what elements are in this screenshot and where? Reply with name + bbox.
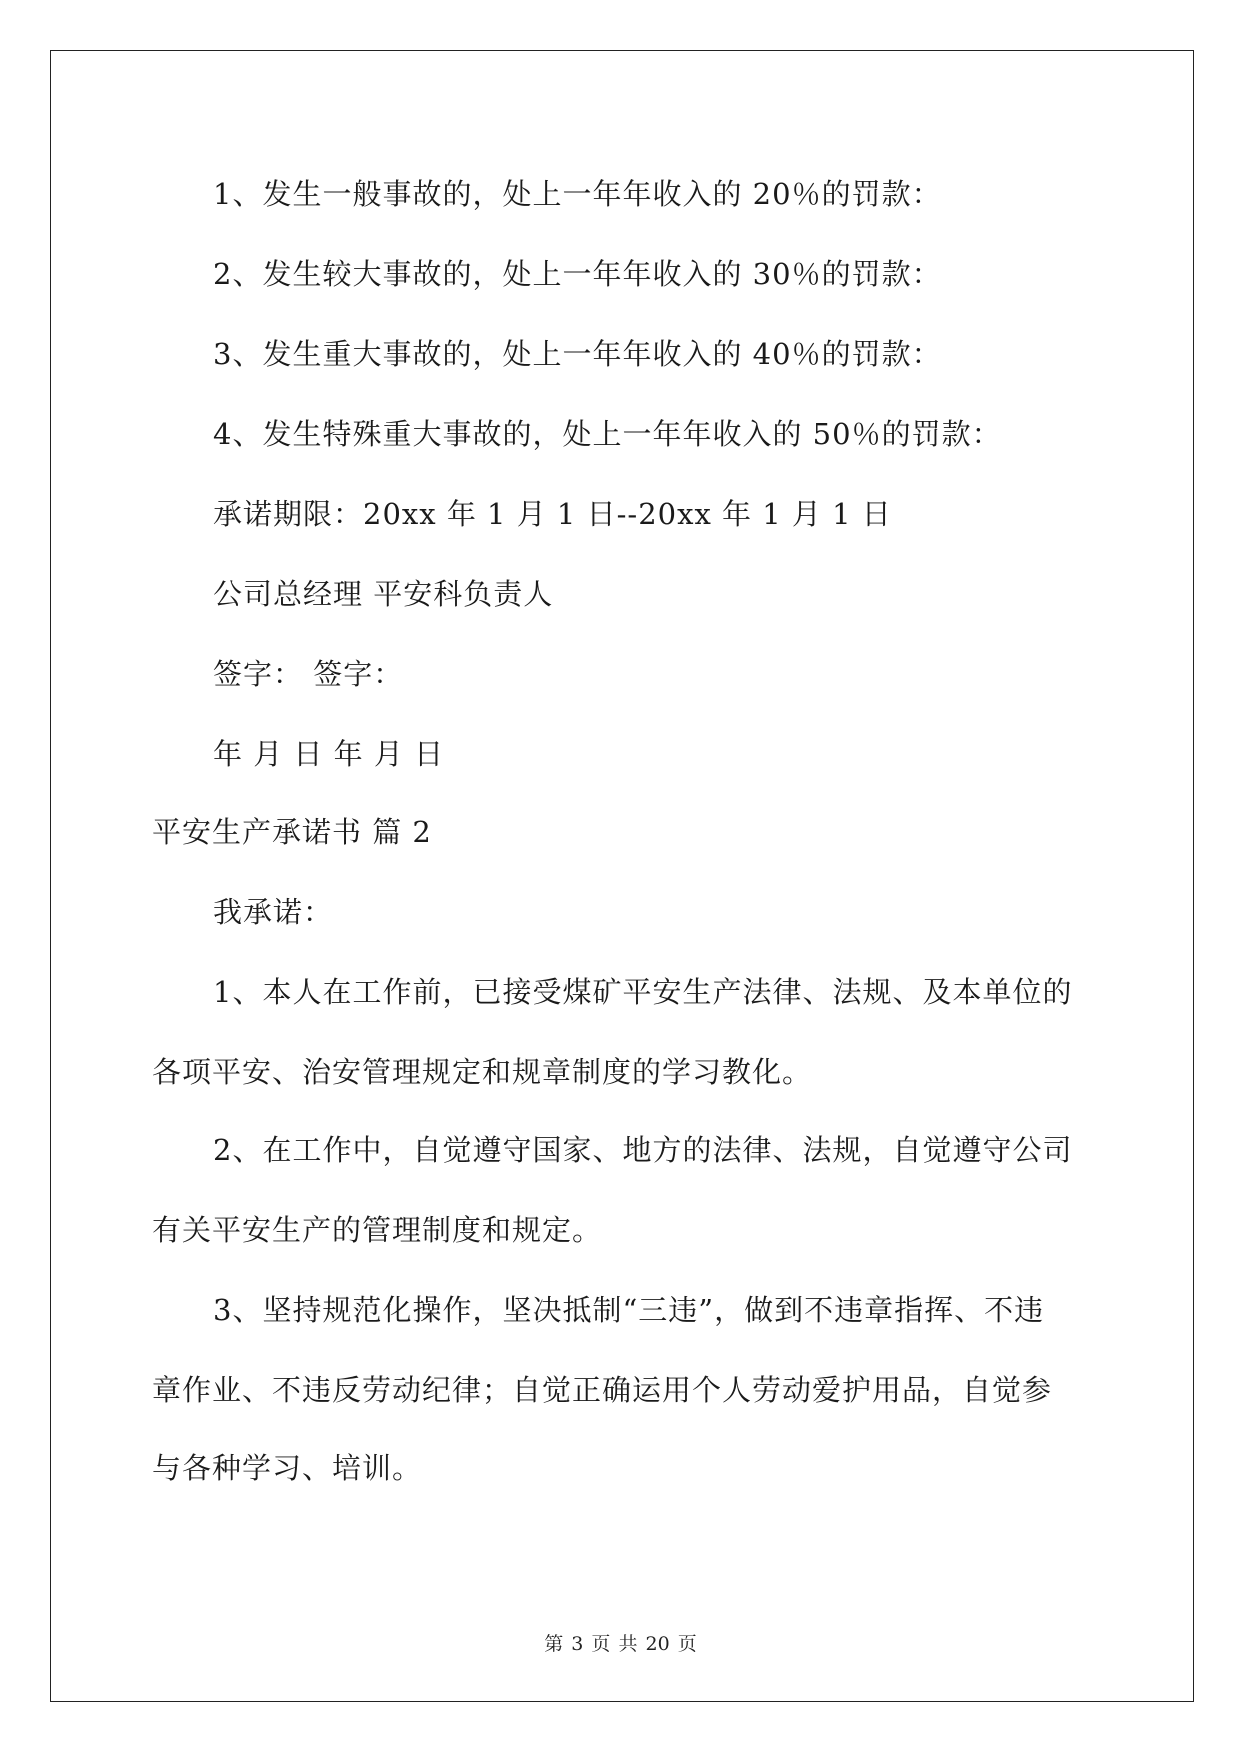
penalty-item-4: 4、发生特殊重大事故的，处上一年年收入的 50％的罚款：	[213, 417, 1002, 451]
penalty-item-1: 1、发生一般事故的，处上一年年收入的 20％的罚款：	[213, 177, 942, 211]
signatory-titles: 公司总经理 平安科负责人	[213, 577, 554, 611]
signature-labels: 签字： 签字：	[213, 657, 404, 691]
date-labels: 年 月 日 年 月 日	[213, 737, 445, 771]
penalty-item-2: 2、发生较大事故的，处上一年年收入的 30％的罚款：	[213, 257, 942, 291]
pledge-item-2-line-2: 有关平安生产的管理制度和规定。	[152, 1213, 603, 1247]
pledge-item-1-line-2: 各项平安、治安管理规定和规章制度的学习教化。	[152, 1055, 813, 1089]
pledge-intro: 我承诺：	[213, 895, 334, 929]
pledge-item-1-line-1: 1、本人在工作前，已接受煤矿平安生产法律、法规、及本单位的	[213, 975, 1073, 1009]
penalty-item-3: 3、发生重大事故的，处上一年年收入的 40％的罚款：	[213, 337, 942, 371]
section-heading: 平安生产承诺书 篇 2	[152, 815, 432, 849]
commitment-period: 承诺期限：20xx 年 1 月 1 日--20xx 年 1 月 1 日	[213, 497, 892, 531]
pledge-item-3-line-2: 章作业、不违反劳动纪律；自觉正确运用个人劳动爱护用品，自觉参	[152, 1373, 1053, 1407]
page-number: 第 3 页 共 20 页	[544, 1633, 697, 1655]
pledge-item-2-line-1: 2、在工作中，自觉遵守国家、地方的法律、法规，自觉遵守公司	[213, 1133, 1073, 1167]
pledge-item-3-line-3: 与各种学习、培训。	[152, 1451, 423, 1485]
pledge-item-3-line-1: 3、坚持规范化操作，坚决抵制“三违”，做到不违章指挥、不违	[213, 1293, 1045, 1327]
